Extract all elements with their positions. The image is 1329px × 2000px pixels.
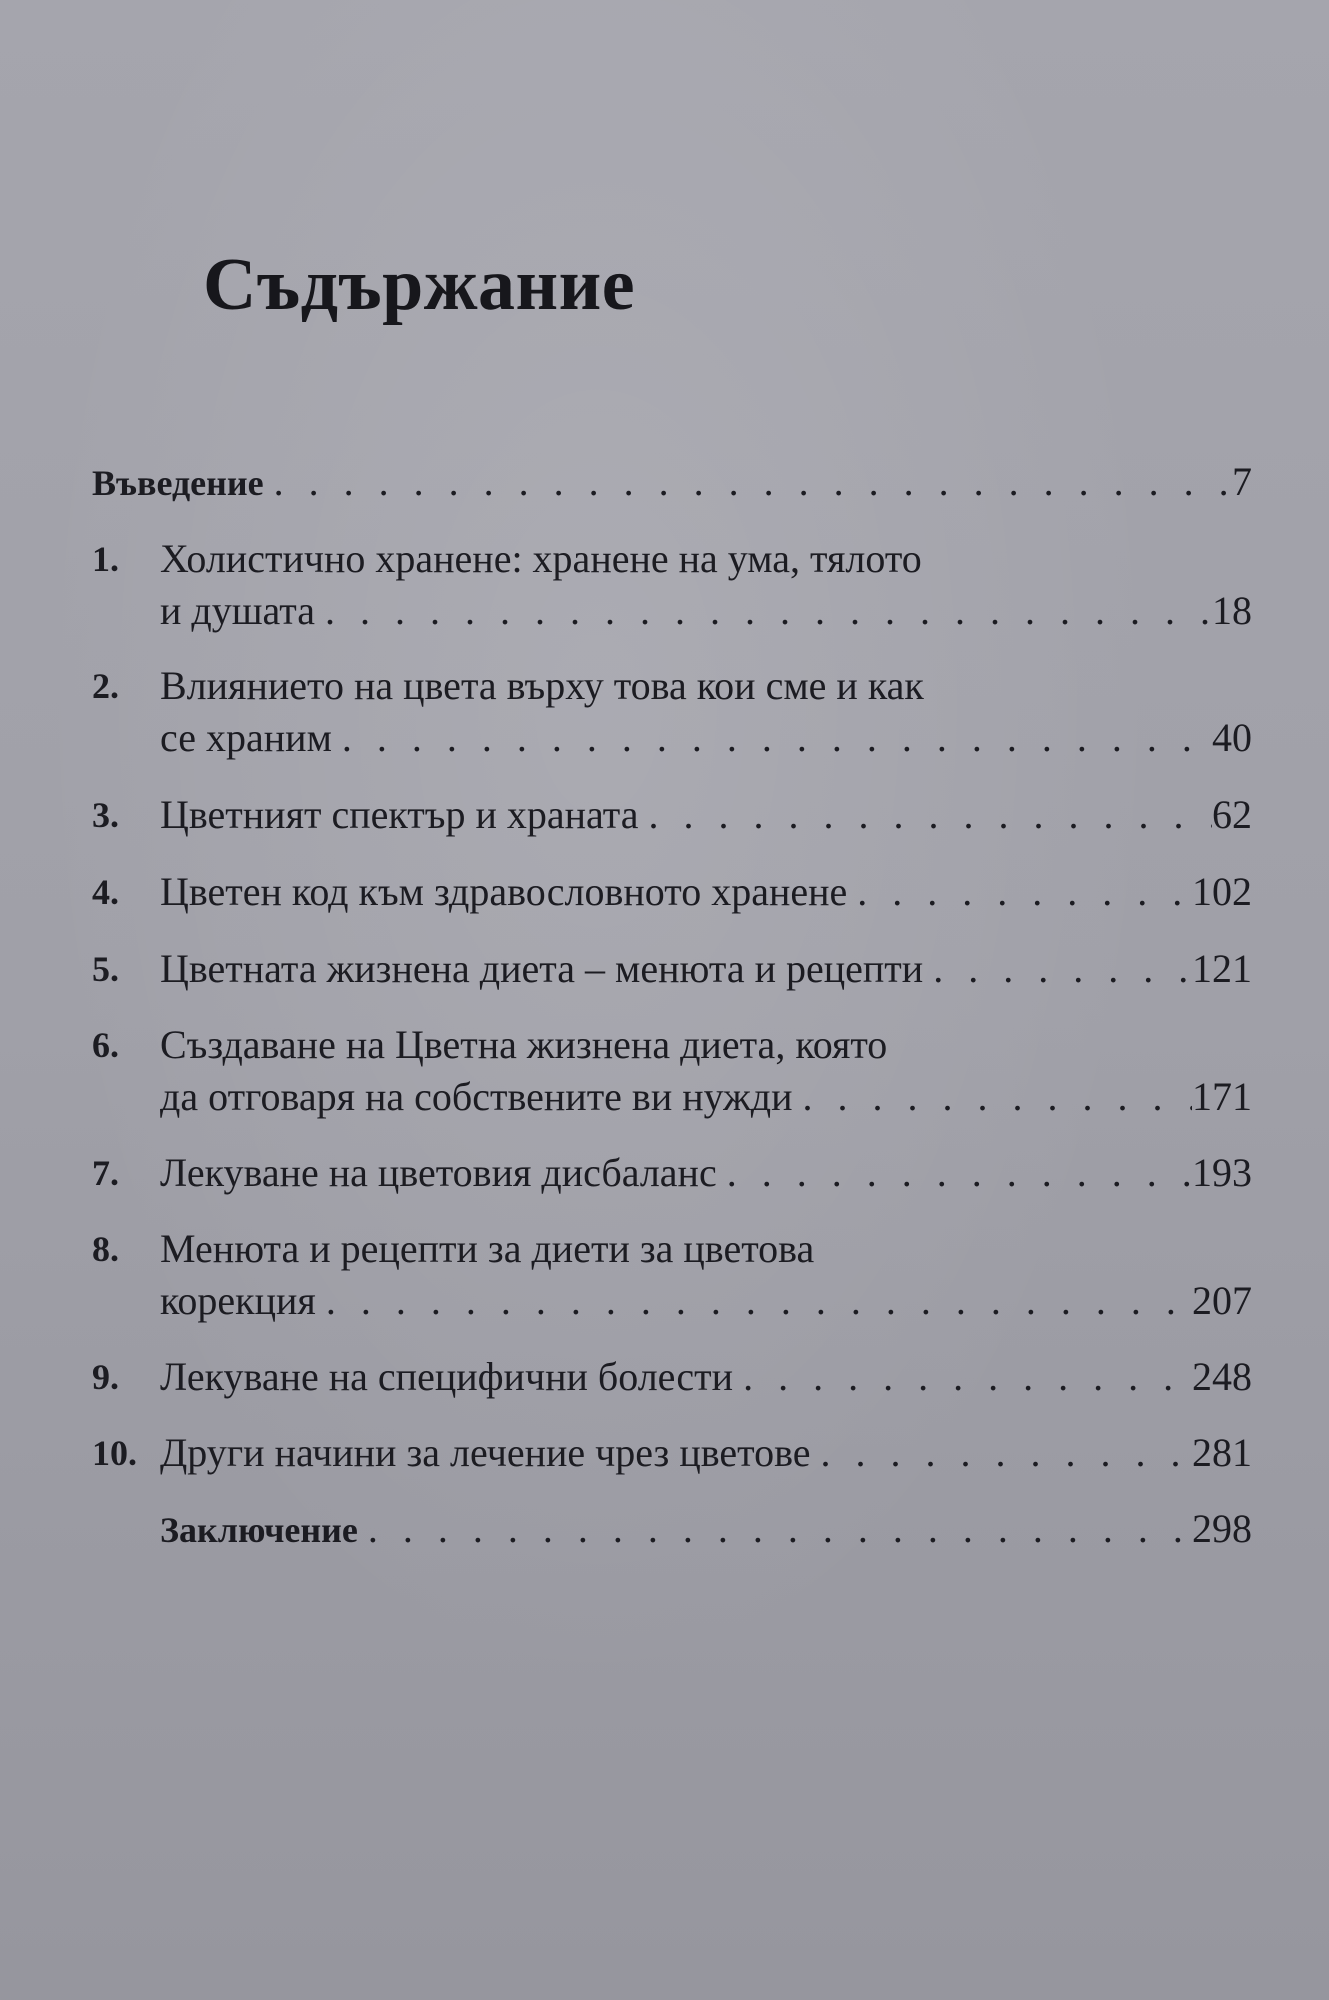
table-of-contents xyxy=(92,456,1252,1556)
chapter-number: 2. xyxy=(92,666,119,706)
dot-leader xyxy=(358,1503,1192,1555)
toc-entry-body xyxy=(160,866,1252,918)
toc-entry-body xyxy=(160,1427,1252,1479)
chapter-title-line-2: се храним xyxy=(160,715,332,760)
toc-line xyxy=(160,943,1252,995)
dot-leader xyxy=(315,585,1212,637)
toc-entry-chapter-9 xyxy=(92,1351,1252,1403)
toc-line xyxy=(160,1019,1252,1071)
toc-entry-body xyxy=(160,1019,1252,1123)
chapter-title: Лекуване на специфични болести xyxy=(160,1354,734,1399)
chapter-number: 4. xyxy=(92,872,119,912)
toc-entry-body xyxy=(160,1147,1252,1199)
toc-line xyxy=(160,866,1252,918)
toc-entry-body xyxy=(160,1503,1252,1556)
toc-page-number: 102 xyxy=(1192,869,1252,914)
toc-entry-label: Въведение xyxy=(92,463,264,503)
toc-page-number: 40 xyxy=(1212,715,1252,760)
toc-entry-chapter-2 xyxy=(92,660,1252,764)
toc-line xyxy=(160,1071,1252,1123)
toc-page-number: 248 xyxy=(1192,1354,1252,1399)
toc-entry-body xyxy=(92,456,1252,509)
chapter-title: Други начини за лечение чрез цветове xyxy=(160,1430,811,1475)
toc-line xyxy=(160,1351,1252,1403)
toc-entry-introduction xyxy=(92,456,1252,509)
chapter-title-line-2: да отговаря на собствените ви нужди xyxy=(160,1074,793,1119)
chapter-title: Цветен код към здравословното хранене xyxy=(160,869,848,914)
dot-leader xyxy=(923,943,1192,995)
toc-page-number: 121 xyxy=(1192,946,1252,991)
toc-line xyxy=(160,1147,1252,1199)
dot-leader xyxy=(733,1351,1192,1403)
chapter-title: Цветният спектър и храната xyxy=(160,792,639,837)
toc-line xyxy=(160,1223,1252,1275)
chapter-title-line-2: корекция xyxy=(160,1278,316,1323)
toc-page-number: 7 xyxy=(1232,459,1252,504)
dot-leader xyxy=(793,1071,1193,1123)
chapter-title-line-1: Създаване на Цветна жизнена диета, която xyxy=(160,1022,888,1067)
toc-page-number: 207 xyxy=(1192,1278,1252,1323)
chapter-number: 1. xyxy=(92,539,119,579)
toc-entry-chapter-4 xyxy=(92,866,1252,918)
chapter-number: 5. xyxy=(92,949,119,989)
toc-entry-body xyxy=(160,789,1252,841)
toc-line xyxy=(160,660,1252,712)
toc-entry-chapter-1 xyxy=(92,533,1252,637)
toc-entry-conclusion xyxy=(92,1503,1252,1556)
chapter-title-line-2: и душата xyxy=(160,588,315,633)
chapter-number: 9. xyxy=(92,1357,119,1397)
toc-entry-body xyxy=(160,533,1252,637)
dot-leader xyxy=(316,1275,1192,1327)
toc-entry-label: Заключение xyxy=(160,1510,358,1550)
chapter-title-line-1: Менюта и рецепти за диети за цветова xyxy=(160,1226,815,1271)
toc-line xyxy=(160,1275,1252,1327)
dot-leader xyxy=(264,456,1232,508)
toc-line xyxy=(160,712,1252,764)
dot-leader xyxy=(332,712,1212,764)
toc-line xyxy=(160,533,1252,585)
chapter-title-line-1: Холистично хранене: хранене на ума, тялото xyxy=(160,536,922,581)
toc-line xyxy=(160,585,1252,637)
toc-entry-chapter-3 xyxy=(92,789,1252,841)
chapter-number: 7. xyxy=(92,1153,119,1193)
toc-entry-chapter-8 xyxy=(92,1223,1252,1327)
chapter-title: Цветната жизнена диета – менюта и рецепти xyxy=(160,946,924,991)
toc-entry-body xyxy=(160,660,1252,764)
dot-leader xyxy=(638,789,1212,841)
toc-line xyxy=(160,789,1252,841)
dot-leader xyxy=(717,1147,1192,1199)
chapter-title: Лекуване на цветовия дисбаланс xyxy=(160,1150,717,1195)
page-title: Съдържание xyxy=(203,244,636,326)
toc-entry-body xyxy=(160,943,1252,995)
toc-entry-chapter-5 xyxy=(92,943,1252,995)
chapter-number: 8. xyxy=(92,1229,119,1269)
chapter-number: 3. xyxy=(92,795,119,835)
toc-entry-chapter-6 xyxy=(92,1019,1252,1123)
toc-page-number: 171 xyxy=(1192,1074,1252,1119)
toc-page-number: 18 xyxy=(1212,588,1252,633)
toc-line xyxy=(160,1503,1252,1556)
toc-page-number: 281 xyxy=(1192,1430,1252,1475)
dot-leader xyxy=(811,1427,1192,1479)
toc-entry-chapter-7 xyxy=(92,1147,1252,1199)
chapter-title-line-1: Влиянието на цвета върху това кои сме и как xyxy=(160,663,924,708)
chapter-number: 6. xyxy=(92,1025,119,1065)
toc-page-number: 62 xyxy=(1212,792,1252,837)
toc-entry-body xyxy=(160,1351,1252,1403)
chapter-number: 10. xyxy=(92,1433,137,1473)
toc-page-number: 298 xyxy=(1192,1506,1252,1551)
toc-entry-body xyxy=(160,1223,1252,1327)
toc-page-number: 193 xyxy=(1192,1150,1252,1195)
dot-leader xyxy=(847,866,1192,918)
toc-line xyxy=(160,1427,1252,1479)
toc-line xyxy=(92,456,1252,509)
toc-entry-chapter-10 xyxy=(92,1427,1252,1479)
